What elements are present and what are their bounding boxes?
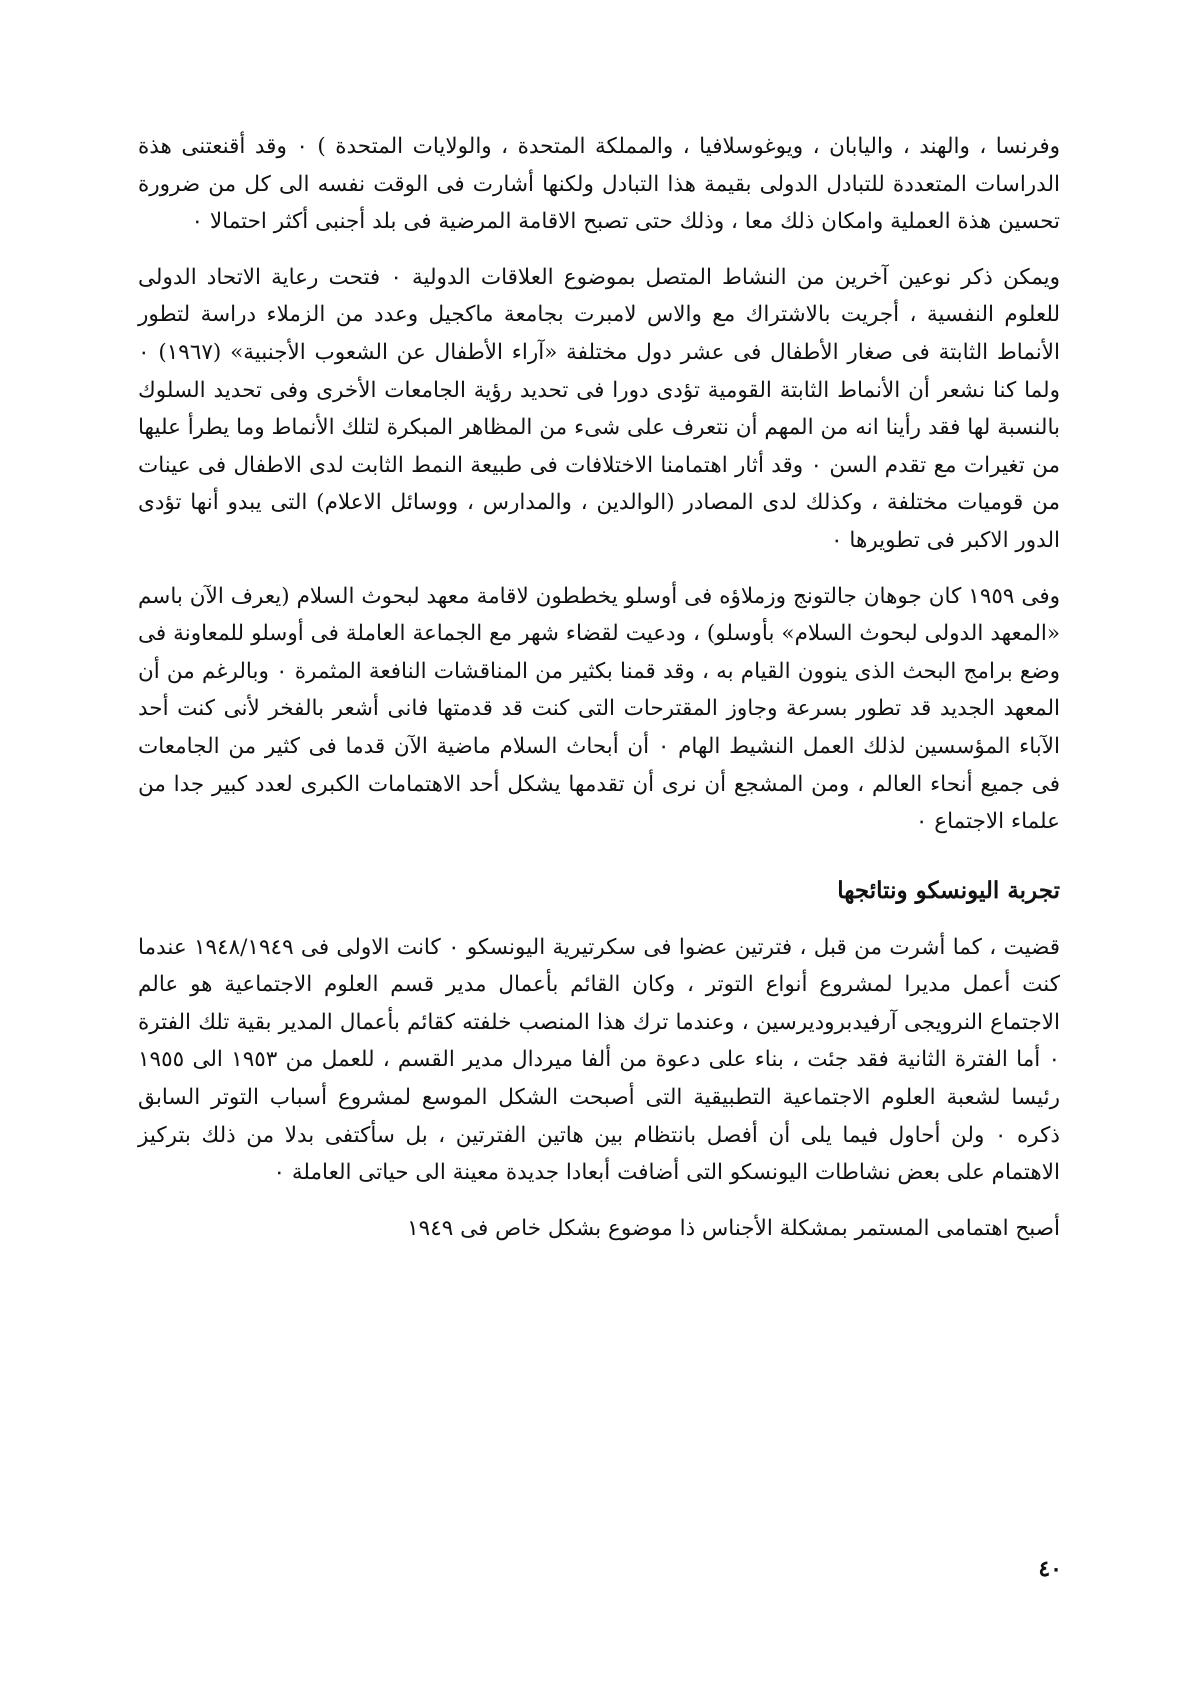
paragraph-race-problem: أصبح اهتمامى المستمر بمشكلة الأجناس ذا موضوع بشكل خاص فى ١٩٤٩ bbox=[407, 1215, 1060, 1241]
page-number: ٤٠ bbox=[1038, 1556, 1062, 1582]
section-heading-unesco: تجربة اليونسكو ونتائجها bbox=[837, 876, 1060, 904]
paragraph-continuation: وفرنسا ، والهند ، واليابان ، ويوغوسلافيا ، والمملكة المتحدة ، والولايات المتحدة ) ٠ وقد أقنعتنى هذة الدراسات المتعددة للتبادل الدولى بقيمة هذا التبادل ولكنها أشارت فى الوقت نفسه الى كل من ضرورة تحسين هذة العملية وامكان ذلك معا ، وذلك حتى تصبح الاقامة المرضية فى بلد أجنبى أكثر احتمالا ٠ bbox=[138, 134, 1061, 235]
page-body bbox=[138, 128, 1060, 1247]
paragraph-peace-research-oslo: وفى ١٩٥٩ كان جوهان جالتونج وزملاؤه فى أوسلو يخططون لاقامة معهد لبحوث السلام (يعرف الآن باسم «المعهد الدولى لبحوث السلام» بأوسلو) ، ودعيت لقضاء شهر مع الجماعة العاملة فى أوسلو للمعاونة فى وضع برامج البحث الذى ينوون القيام به ، وقد قمنا بكثير من المناقشات النافعة المثمرة ٠ وبالرغم من أن المعهد الجديد قد تطور بسرعة وجاوز المقترحات التى كنت قد قدمتها فانى أشعر بالفخر لأنى كنت أحد الآباء المؤسسين لذلك العمل النشيط الهام ٠ أن أبحاث السلام ماضية الآن قدما فى كثير من الجامعات فى جميع أنحاء العالم ، ومن المشجع أن نرى أن تقدمها يشكل أحد الاهتمامات الكبرى لعدد كبير جدا من علماء الاجتماع ٠ bbox=[138, 583, 1061, 835]
paragraph-international-relations: ويمكن ذكر نوعين آخرين من النشاط المتصل بموضوع العلاقات الدولية ٠ فتحت رعاية الاتحاد الدولى للعلوم النفسية ، أجريت بالاشتراك مع والاس لامبرت بجامعة ماكجيل وعدد من الزملاء دراسة لتطور الأنماط الثابتة فى صغار الأطفال فى عشر دول مختلفة «آراء الأطفال عن الشعوب الأجنبية» (١٩٦٧) ٠ ولما كنا نشعر أن الأنماط الثابتة القومية تؤدى دورا فى تحديد رؤية الجامعات الأخرى وفى تحديد السلوك بالنسبة لها فقد رأينا انه من المهم أن نتعرف على شىء من المظاهر المبكرة لتلك الأنماط وما يطرأ عليها من تغيرات مع تقدم السن ٠ وقد أثار اهتمامنا الاختلافات فى طبيعة النمط الثابت لدى الاطفال فى عينات من قوميات مختلفة ، وكذلك لدى المصادر (الوالدين ، والمدارس ، ووسائل الاعلام) التى يبدو أنها تؤدى الدور الاكبر فى تطويرها ٠ bbox=[138, 264, 1060, 553]
paragraph-unesco-periods: قضيت ، كما أشرت من قبل ، فترتين عضوا فى سكرتيرية اليونسكو ٠ كانت الاولى فى ١٩٤٨/١٩٤٩ عندما كنت أعمل مديرا لمشروع أنواع التوتر ، وكان القائم بأعمال مدير قسم العلوم الاجتماعية هو عالم الاجتماع النرويجى آرفيدبروديرسين ، وعندما ترك هذا المنصب خلفته كقائم بأعمال المدير بقية تلك الفترة ٠ أما الفترة الثانية فقد جئت ، بناء على دعوة من ألفا ميردال مدير القسم ، للعمل من ١٩٥٣ الى ١٩٥٥ رئيسا لشعبة العلوم الاجتماعية التطبيقية التى أصبحت الشكل الموسع لمشروع أسباب التوتر السابق ذكره ٠ ولن أحاول فيما يلى أن أفصل بانتظام بين هاتين الفترتين ، بل سأكتفى بدلا من ذلك بتركيز الاهتمام على بعض نشاطات اليونسكو التى أضافت أبعادا جديدة معينة الى حياتى العاملة ٠ bbox=[138, 934, 1061, 1186]
